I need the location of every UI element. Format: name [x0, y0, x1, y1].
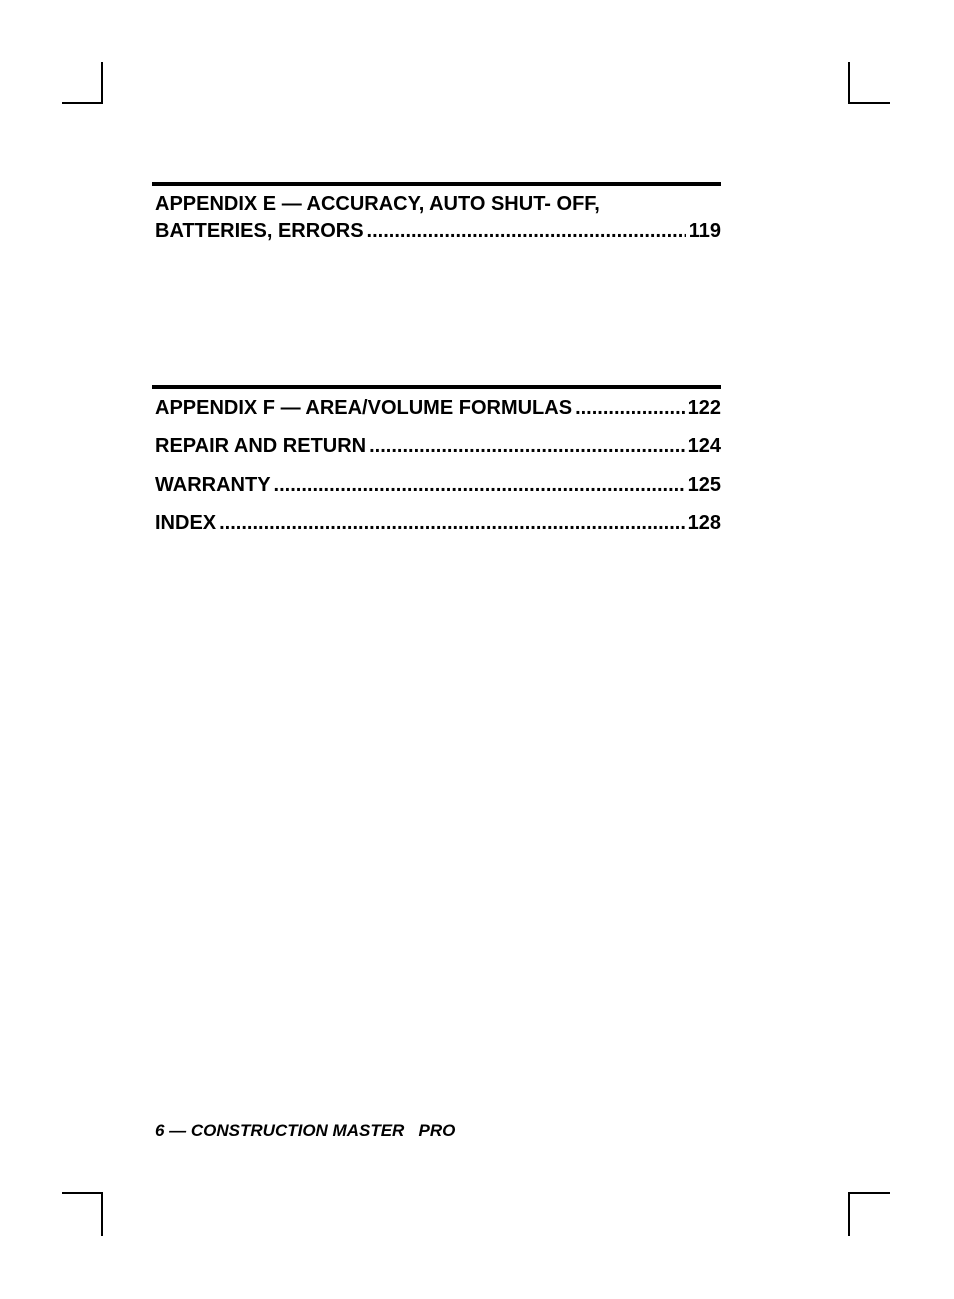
- toc-entry-title-line1: APPENDIX E — ACCURACY, AUTO SHUT- OFF,: [155, 193, 600, 215]
- dot-leader: [219, 511, 685, 535]
- dot-leader: [274, 473, 685, 497]
- toc-entry-page: 128: [687, 512, 721, 534]
- toc-entry-page: 122: [687, 397, 721, 419]
- toc-entry-title: BATTERIES, ERRORS: [155, 220, 364, 242]
- toc-entry-title: WARRANTY: [155, 474, 271, 496]
- section-rule: [152, 182, 721, 186]
- toc-entry-title: APPENDIX F — AREA/VOLUME FORMULAS: [155, 397, 573, 419]
- dot-leader: [367, 219, 686, 243]
- toc-entry[interactable]: [152, 473, 721, 497]
- toc-entry-title: REPAIR AND RETURN: [155, 435, 367, 457]
- toc-entry[interactable]: [152, 219, 721, 243]
- crop-mark-top-right-horizontal: [848, 102, 890, 104]
- section-rule: [152, 385, 721, 389]
- toc-entry[interactable]: [152, 434, 721, 458]
- toc-section-appendix-e: [152, 182, 721, 243]
- toc-entry[interactable]: [152, 511, 721, 535]
- crop-mark-top-left-vertical: [101, 62, 103, 104]
- crop-mark-bottom-right-vertical: [848, 1192, 850, 1236]
- toc-entry-page: 124: [687, 435, 721, 457]
- crop-mark-bottom-right-horizontal: [848, 1192, 890, 1194]
- dot-leader: [369, 434, 685, 458]
- crop-mark-bottom-left-vertical: [101, 1192, 103, 1236]
- toc-section-appendix-f: [152, 385, 721, 535]
- toc-entry-page: 119: [688, 220, 721, 242]
- toc-entry[interactable]: [152, 396, 721, 420]
- toc-entry-page: 125: [687, 474, 721, 496]
- toc-entry-title: INDEX: [155, 512, 217, 534]
- page-footer: 6 — CONSTRUCTION MASTER PRO: [155, 1121, 456, 1140]
- crop-mark-top-right-vertical: [848, 62, 850, 104]
- crop-mark-bottom-left-horizontal: [62, 1192, 103, 1194]
- crop-mark-top-left-horizontal: [62, 102, 103, 104]
- dot-leader: [575, 396, 685, 420]
